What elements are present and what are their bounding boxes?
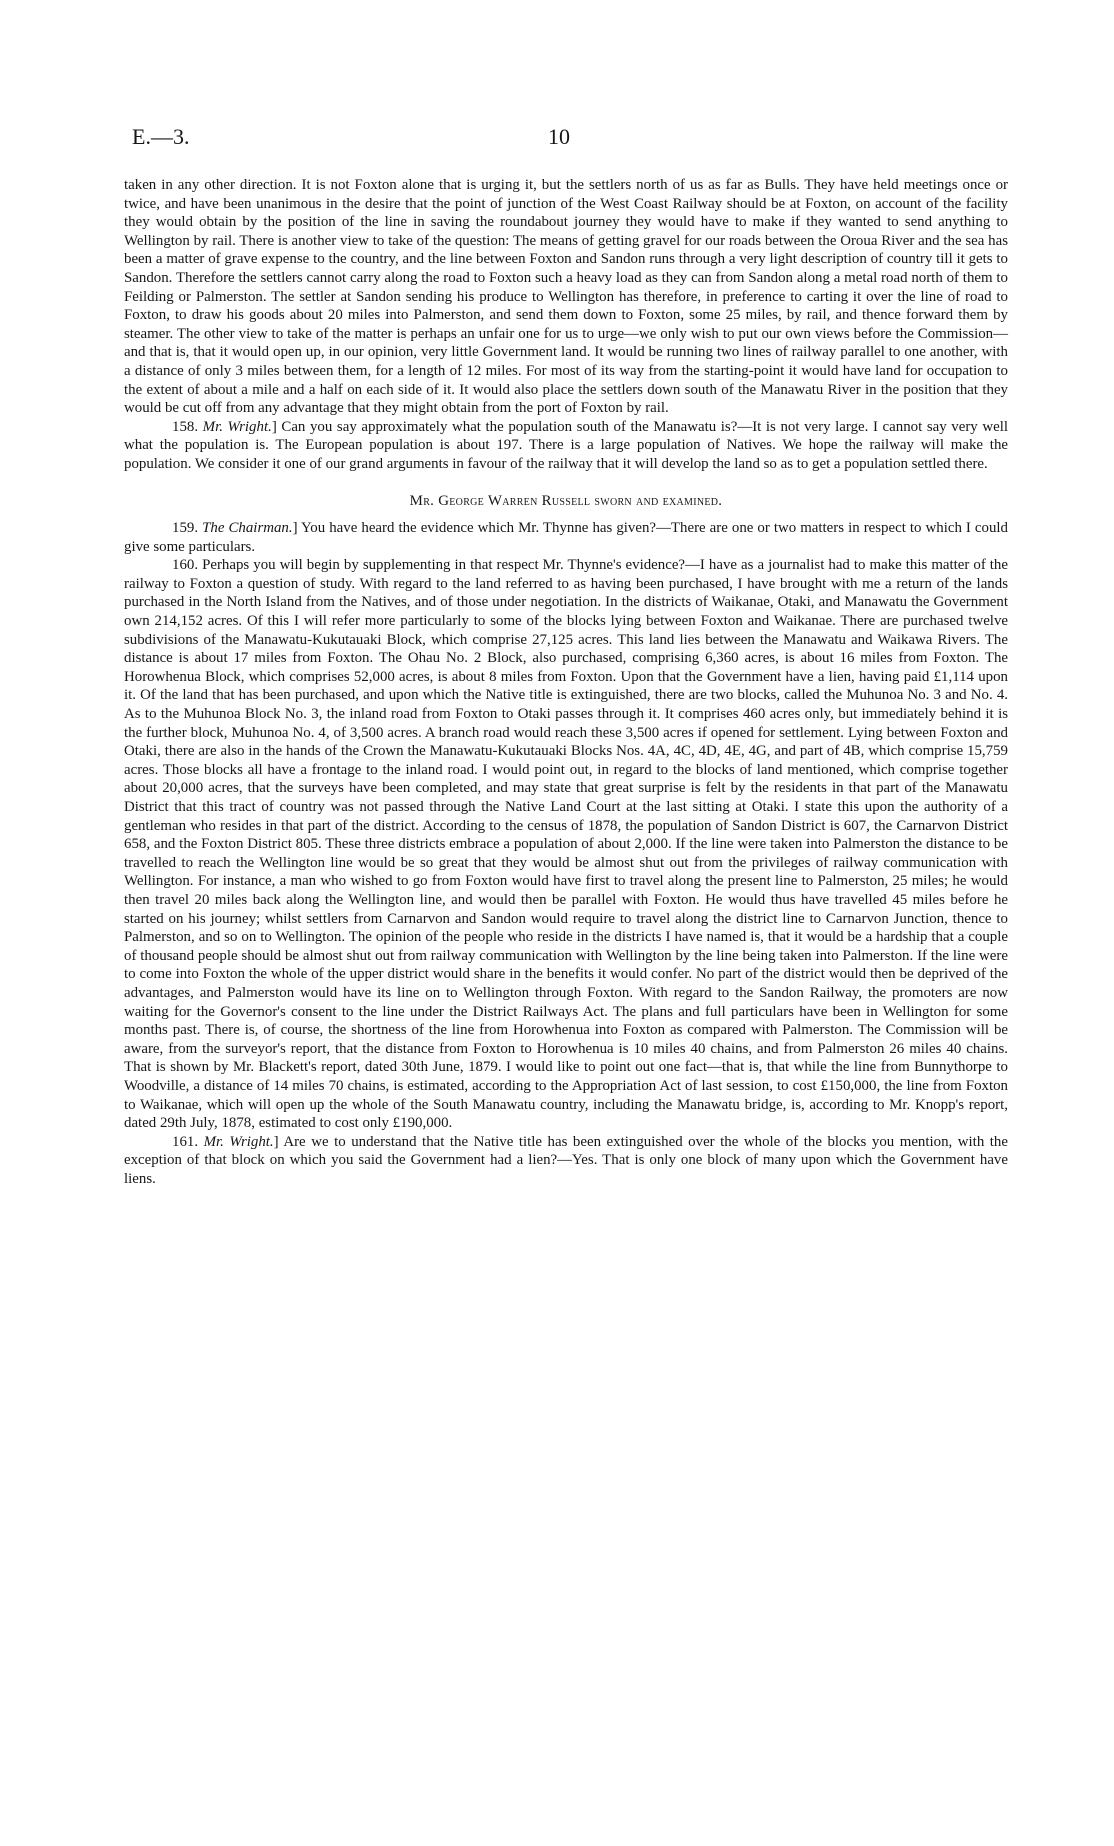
speaker-name: The Chairman.: [202, 520, 293, 537]
speaker-name: Mr. Wright.: [202, 418, 272, 435]
question-160: 160. Perhaps you will begin by supplementing in that respect Mr. Thynne's evidence?—I have as a journalist had to make this matter of the railway to Foxton a question of study. With regard to the land referred to as having been purchased, I have brought with me a return of the lands purchased in the North Island from the Natives, and of those under negotiation. In the districts of Waikanae, Otaki, and Manawatu the Government own 214,152 acres. Of this I will refer more particularly to some of the blocks lying between Foxton and Waikanae. There are purchased twelve subdivisions of the Manawatu-Kukutauaki Block, which comprise 27,125 acres. This land lies between the Manawatu and Waikawa Rivers. The distance is about 17 miles from Foxton. The Ohau No. 2 Block, also purchased, comprising 6,360 acres, is about 16 miles from Foxton. The Horowhenua Block, which comprises 52,000 acres, is about 8 miles from Foxton. Upon that the Government have a lien, having paid £1,114 upon it. Of the land that has been purchased, and upon which the Native title is extinguished, there are two blocks, called the Muhunoa No. 3 and No. 4. As to the Muhunoa Block No. 3, the inland road from Foxton to Otaki passes through it. It comprises 460 acres only, but immediately behind it is the further block, Muhunoa No. 4, of 3,500 acres. A branch road would reach these 3,500 acres if opened for settlement. Lying between Foxton and Otaki, there are also in the hands of the Crown the Manawatu-Kukutauaki Blocks Nos. 4A, 4C, 4D, 4E, 4G, and part of 4B, which comprise 15,759 acres. Those blocks all have a frontage to the inland road. I would point out, in regard to the blocks of land mentioned, which comprise together about 20,000 acres, that the surveys have been completed, and may state that great surprise is felt by the residents in that part of the Manawatu District that this tract of country was not passed through the Native Land Court at the last sitting at Otaki. I state this upon the authority of a gentleman who resides in that part of the district. According to the census of 1878, the population of Sandon District is 607, the Carnarvon District 658, and the Foxton District 805. These three districts embrace a population of about 2,000. If the line were taken into Palmerston the distance to be travelled to reach the Wellington line would be so great that they would be almost shut out from the privileges of railway communication with Wellington. For instance, a man who wished to go from Foxton would have first to travel along the present line to Palmerston, 25 miles; he would then travel 20 miles back along the Wellington line, and would then be parallel with Foxton. He would thus have travelled 45 miles before he started on his journey; whilst settlers from Carnarvon and Sandon would require to travel along the district line to Carnarvon Junction, thence to Palmerston, and so on to Wellington. The opinion of the people who reside in the districts I have named is, that it would be a hardship that a couple of thousand people should be almost shut out from railway communication with Wellington by the line being taken into Palmerston. If the line were to come into Foxton the whole of the upper district would share in the benefits it would confer. No part of the district would then be deprived of the advantages, and Palmerston would have its line on to Wellington through Foxton. With regard to the Sandon Railway, the promoters are now waiting for the Governor's consent to the line under the District Railways Act. The plans and full particulars have been in Wellington for some months past. There is, of course, the shortness of the line from Horowhenua into Foxton as compared with Palmerston. The Commission will be aware, from the surveyor's report, that the distance from Foxton to Horowhenua is 10 miles 40 chains, and from Palmerston 26 miles 40 chains. That is shown by Mr. Blackett's report, dated 30th June, 1879. I would like to point out one fact—that is, that while the line from Bunnythorpe to Woodville, a distance of 14 miles 70 chains, is estimated, according to the Appropriation Act of last session, to cost £150,000, the line from Foxton to Waikanae, which will open up the whole of the South Manawatu country, including the Manawatu bridge, is, according to Mr. Knopp's report, dated 29th July, 1878, estimated to cost only £190,000.: [124, 557, 1008, 1132]
speaker-name: Mr. Wright.: [203, 1133, 274, 1150]
question-161: [124, 1133, 1008, 1189]
page-number: 10: [548, 124, 570, 149]
page-header: [0, 124, 1114, 154]
document-code: E.—3.: [132, 124, 190, 149]
document-body: [124, 176, 1008, 1188]
question-number: 158.: [172, 418, 199, 435]
question-number: 159.: [172, 520, 199, 537]
question-159: [124, 519, 1008, 556]
question-number: 161.: [172, 1133, 199, 1150]
question-text: ] Are we to understand that the Native title has been extinguished over the whole of the blocks you mention, with the exception of that block on which you said the Government had a lien?—Yes. That is only one block of many upon which the Government have liens.: [124, 1133, 1008, 1187]
question-158: [124, 418, 1008, 474]
paragraph-continuation: taken in any other direction. It is not Foxton alone that is urging it, but the settlers north of us as far as Bulls. They have held meetings once or twice, and have been unanimous in the desire that the point of junction of the West Coast Railway should be at Foxton, on account of the facility they would obtain by the position of the line in saving the roundabout journey they would have to make if they wanted to send anything to Wellington by rail. There is another view to take of the question: The means of getting gravel for our roads between the Oroua River and the sea has been a matter of grave expense to the country, and the line between Foxton and Sandon runs through a very light description of country till it gets to Sandon. Therefore the settlers cannot carry along the road to Foxton such a heavy load as they can from Sandon along a metal road north of them to Feilding or Palmerston. The settler at Sandon sending his produce to Wellington has therefore, in preference to carting it over the line of road to Foxton, to draw his goods about 20 miles into Palmerston, and send them down to Foxton, some 25 miles, by rail, and thence forward them by steamer. The other view to take of the matter is perhaps an unfair one for us to urge—we only wish to put our own views before the Commission—and that is, that it would open up, in our opinion, very little Government land. It would be running two lines of railway parallel to one another, with a distance of only 3 miles between them, for a length of 12 miles. For most of its way from the starting-point it would have land for occupation to the extent of about a mile and a half on each side of it. It would also place the settlers down south of the Manawatu River in the position that they would be cut off from any advantage that they might obtain from the port of Foxton by rail.: [124, 177, 1008, 417]
question-text: ] You have heard the evidence which Mr. Thynne has given?—There are one or two matters in respect to which I could give some particulars.: [124, 520, 1009, 555]
witness-heading: Mr. George Warren Russell sworn and examined.: [409, 492, 723, 509]
question-text: ] Can you say approximately what the population south of the Manawatu is?—It is not very large. I cannot say very well what the population is. The European population is about 197. There is a large population of Natives. We hope the railway will make the population. We consider it one of our grand arguments in favour of the railway that it will develop the land so as to get a population settled there.: [124, 418, 1008, 472]
